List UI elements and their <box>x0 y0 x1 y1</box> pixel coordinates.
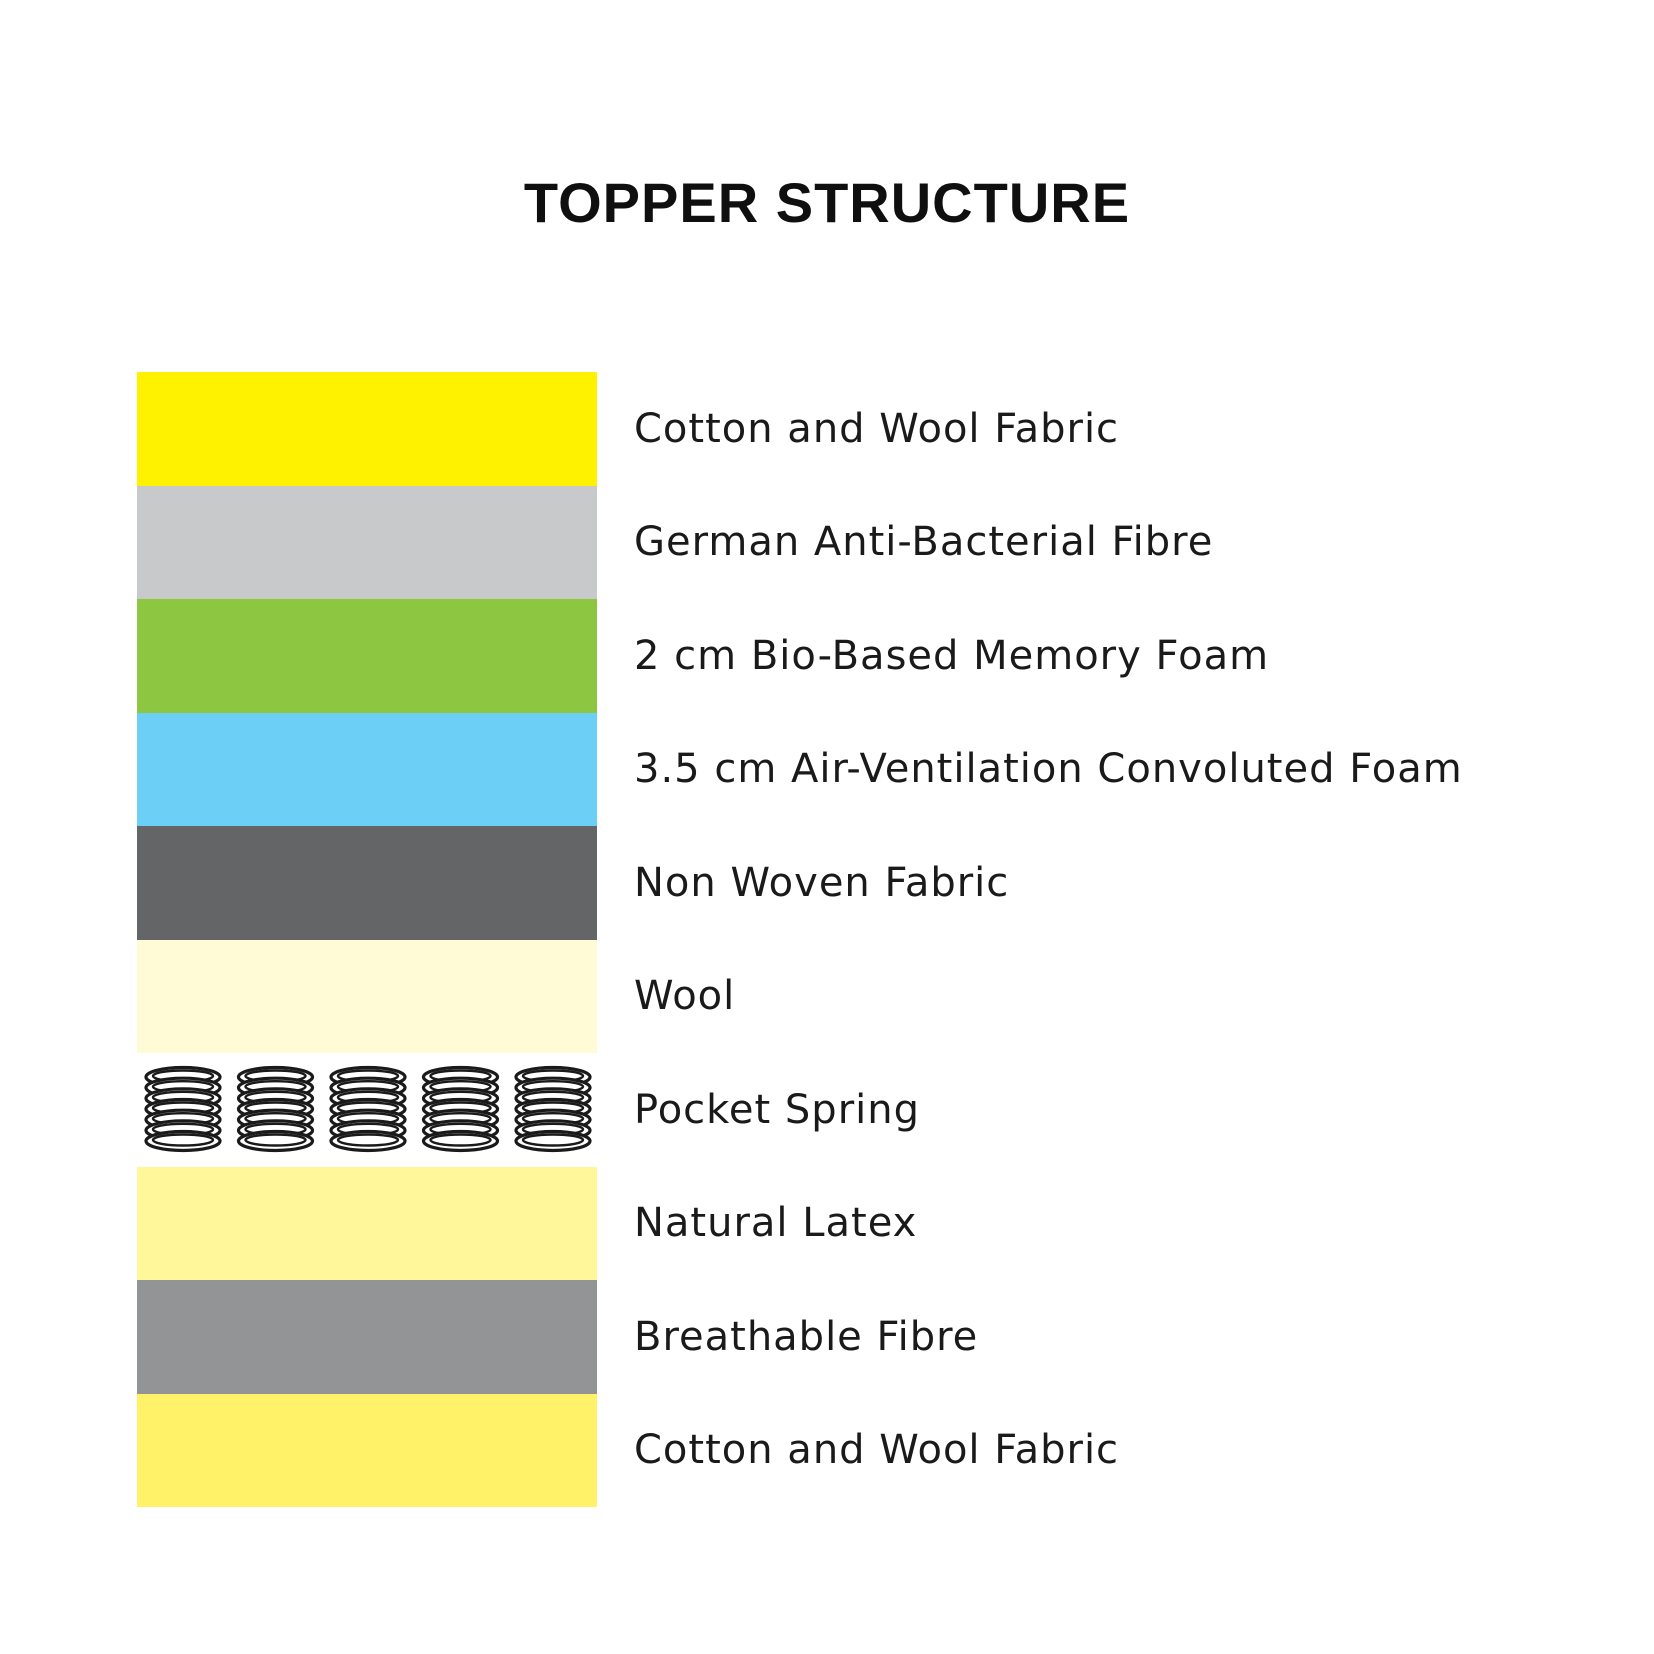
layer-row <box>137 486 1637 600</box>
layer-stack <box>137 372 1637 1507</box>
pocket-spring-icons <box>137 1053 597 1167</box>
layer-row <box>137 372 1637 486</box>
layer-row <box>137 1167 1637 1281</box>
layer-row <box>137 1280 1637 1394</box>
layer-label: Pocket Spring <box>634 1086 920 1133</box>
layer-row <box>137 826 1637 940</box>
coil-spring-icon <box>239 1068 313 1151</box>
layer-label: 3.5 cm Air-Ventilation Convoluted Foam <box>634 746 1463 793</box>
layer-label: German Anti-Bacterial Fibre <box>634 519 1214 566</box>
layer-row <box>137 1053 1637 1167</box>
layer-label: Natural Latex <box>634 1200 918 1247</box>
coil-spring-icon <box>516 1068 590 1151</box>
coil-spring-icon <box>146 1068 220 1151</box>
layer-row <box>137 940 1637 1054</box>
layer-swatch <box>137 713 597 827</box>
layer-label: Cotton and Wool Fabric <box>634 1427 1120 1474</box>
layer-row <box>137 1394 1637 1508</box>
coil-spring-icon <box>424 1068 498 1151</box>
coil-spring-icon <box>331 1068 405 1151</box>
layer-row <box>137 599 1637 713</box>
layer-label: Breathable Fibre <box>634 1313 979 1360</box>
layer-swatch <box>137 1394 597 1508</box>
layer-swatch <box>137 1280 597 1394</box>
layer-swatch <box>137 1167 597 1281</box>
layer-label: Wool <box>634 973 736 1020</box>
layer-row <box>137 713 1637 827</box>
layer-swatch <box>137 486 597 600</box>
layer-label: Cotton and Wool Fabric <box>634 405 1120 452</box>
layer-swatch <box>137 599 597 713</box>
layer-swatch <box>137 826 597 940</box>
layer-label: 2 cm Bio-Based Memory Foam <box>634 632 1270 679</box>
diagram-title: TOPPER STRUCTURE <box>523 171 1131 234</box>
layer-swatch <box>137 940 597 1054</box>
layer-swatch <box>137 372 597 486</box>
layer-label: Non Woven Fabric <box>634 859 1010 906</box>
